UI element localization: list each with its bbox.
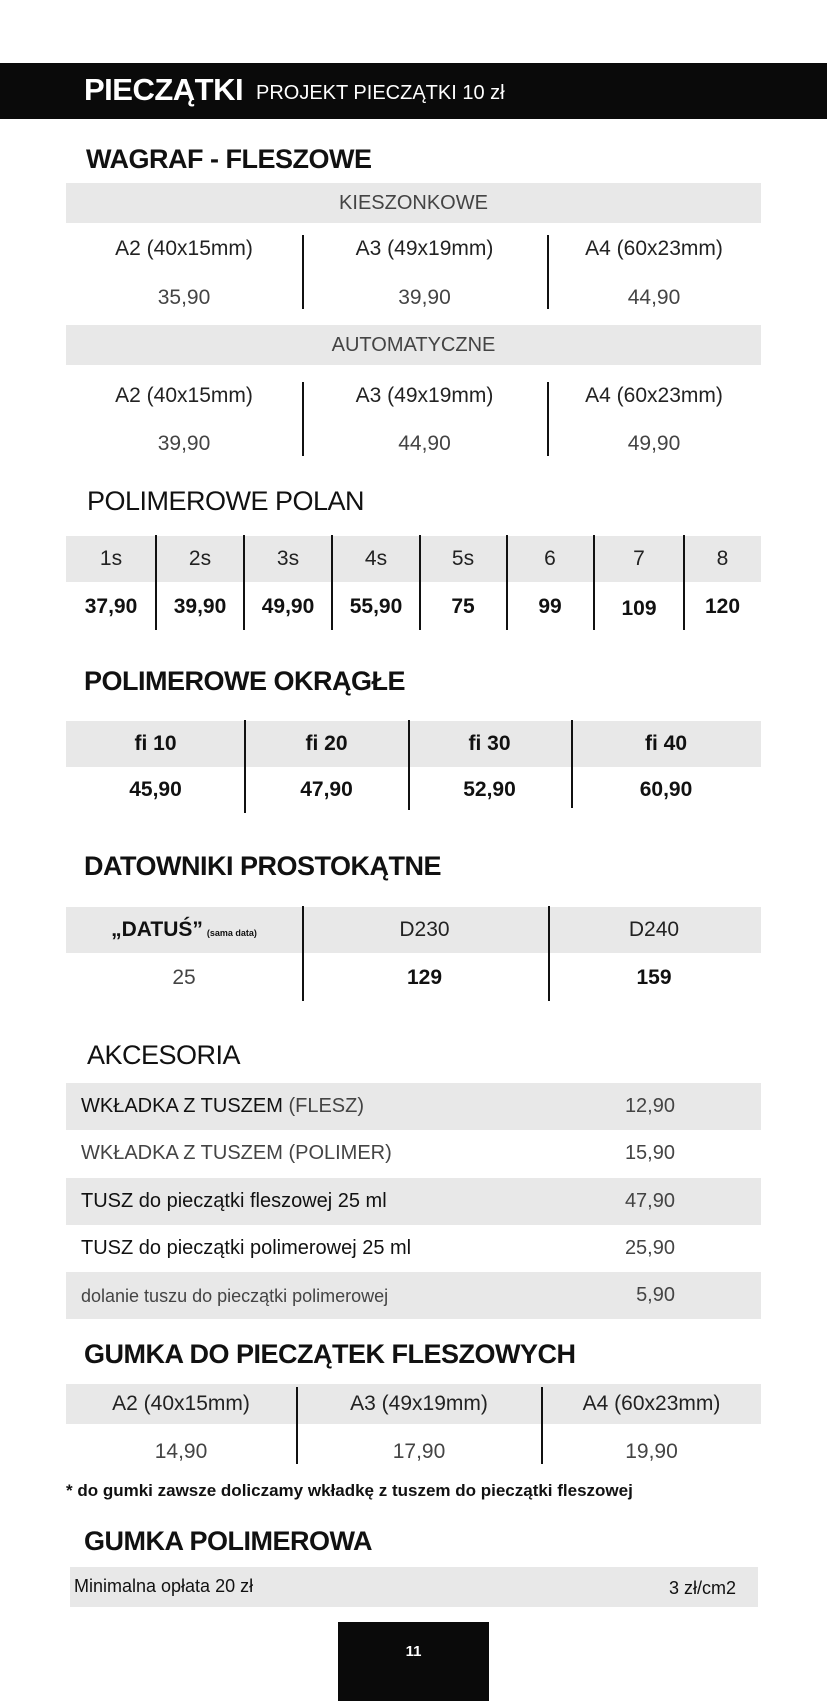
- acc-price: 12,90: [624, 1095, 675, 1117]
- wagraf-heading: WAGRAF - FLESZOWE: [86, 144, 372, 174]
- okragle-price-20: 47,90: [300, 778, 353, 801]
- polan-price-5s: 75: [451, 595, 475, 618]
- polan-size-6: 6: [544, 547, 556, 570]
- okragle-size-40: fi 40: [644, 732, 688, 755]
- datus-note: (sama data): [206, 928, 257, 938]
- kiesz-a2-price: 35,90: [157, 286, 211, 309]
- list-item: [66, 1272, 761, 1319]
- polan-size-5s: 5s: [451, 547, 475, 570]
- polan-size-2s: 2s: [188, 547, 212, 570]
- kiesz-a3-price: 39,90: [398, 286, 451, 309]
- polan-price-1s: 37,90: [84, 595, 138, 618]
- auto-a2-price: 39,90: [157, 432, 211, 455]
- divider: [547, 235, 549, 309]
- akcesoria-heading: AKCESORIA: [87, 1040, 241, 1070]
- polan-size-7: 7: [633, 547, 645, 570]
- kiesz-a4-label: A4 (60x23mm): [585, 237, 723, 260]
- acc-name: WKŁADKA Z TUSZEM (POLIMER): [81, 1142, 392, 1164]
- header-title: PIECZĄTKI: [84, 72, 244, 107]
- acc-price: 47,90: [624, 1190, 675, 1212]
- gumka-a2-price: 14,90: [154, 1440, 208, 1463]
- gumka-note: * do gumki zawsze doliczamy wkładkę z tuszem do pieczątki fleszowej: [66, 1481, 633, 1500]
- divider: [419, 535, 421, 630]
- acc-name: [81, 1095, 364, 1118]
- page-number: 11: [405, 1643, 422, 1660]
- divider: [331, 535, 333, 630]
- divider: [302, 382, 304, 456]
- divider: [593, 535, 595, 630]
- list-item: [66, 1178, 761, 1225]
- rate: 3 zł/cm2: [668, 1578, 736, 1598]
- kiesz-a2-label: A2 (40x15mm): [115, 237, 253, 260]
- gumka-a2-label: A2 (40x15mm): [112, 1392, 250, 1415]
- okragle-price-40: 60,90: [639, 778, 693, 801]
- automatyczne-band: [66, 325, 761, 365]
- polan-size-3s: 3s: [276, 547, 300, 570]
- automatyczne-label: AUTOMATYCZNE: [331, 334, 496, 356]
- gumka-a3-label: A3 (49x19mm): [350, 1392, 488, 1415]
- list-item: [66, 1083, 761, 1130]
- acc-name-main: WKŁADKA Z TUSZEM: [81, 1095, 283, 1117]
- gumka-polimer-band: [70, 1567, 758, 1607]
- d230-label: D230: [399, 918, 450, 941]
- acc-price: 5,90: [636, 1284, 675, 1306]
- d240-label: D240: [628, 918, 680, 941]
- auto-a3-price: 44,90: [398, 432, 451, 455]
- divider: [506, 535, 508, 630]
- kiesz-a4-price: 44,90: [627, 286, 681, 309]
- acc-name: TUSZ do pieczątki polimerowej 25 ml: [81, 1237, 412, 1259]
- okragle-size-30: fi 30: [468, 732, 511, 755]
- divider: [408, 720, 410, 810]
- polan-price-6: 99: [538, 595, 562, 618]
- divider: [302, 235, 304, 309]
- divider: [571, 720, 573, 808]
- acc-name: TUSZ do pieczątki fleszowej 25 ml: [81, 1190, 387, 1212]
- okragle-price-10: 45,90: [129, 778, 182, 801]
- polan-price-7: 109: [621, 597, 657, 620]
- datus-name: „DATUŚ”: [111, 918, 203, 941]
- divider: [302, 906, 304, 1001]
- auto-a2-label: A2 (40x15mm): [115, 384, 253, 407]
- acc-name: dolanie tuszu do pieczątki polimerowej: [81, 1286, 389, 1306]
- kiesz-a3-label: A3 (49x19mm): [355, 237, 494, 260]
- divider: [548, 906, 550, 1001]
- d230-price: 129: [406, 966, 443, 989]
- datowniki-heading: DATOWNIKI PROSTOKĄTNE: [84, 851, 442, 881]
- page-number-box: [338, 1622, 489, 1701]
- gumka-polimer-heading: GUMKA POLIMEROWA: [84, 1526, 372, 1556]
- gumka-a4-label: A4 (60x23mm): [582, 1392, 721, 1415]
- acc-price: 25,90: [624, 1237, 675, 1259]
- datus-price: 25: [172, 966, 196, 989]
- divider: [155, 535, 157, 630]
- kieszonkowe-label: KIESZONKOWE: [339, 192, 488, 214]
- auto-a4-label: A4 (60x23mm): [585, 384, 723, 407]
- polan-size-8: 8: [716, 547, 729, 570]
- polan-price-4s: 55,90: [349, 595, 403, 618]
- divider: [243, 535, 245, 630]
- polan-price-8: 120: [704, 595, 741, 618]
- divider: [541, 1387, 543, 1464]
- gumka-flesz-heading: GUMKA DO PIECZĄTEK FLESZOWYCH: [84, 1339, 576, 1369]
- acc-name-extra: (FLESZ): [288, 1095, 365, 1117]
- polan-size-1s: 1s: [99, 547, 123, 570]
- divider: [683, 535, 685, 630]
- datus-label: [66, 918, 302, 942]
- polan-price-3s: 49,90: [261, 595, 315, 618]
- min-fee: Minimalna opłata 20 zł: [74, 1576, 254, 1596]
- gumka-a4-price: 19,90: [625, 1440, 678, 1463]
- list-item: [66, 1130, 761, 1177]
- polan-size-4s: 4s: [364, 547, 388, 570]
- divider: [547, 382, 549, 456]
- divider: [244, 720, 246, 813]
- okragle-size-20: fi 20: [305, 732, 348, 755]
- divider: [296, 1387, 298, 1464]
- acc-price: 15,90: [624, 1142, 675, 1164]
- polan-heading: POLIMEROWE POLAN: [87, 486, 365, 516]
- okragle-price-30: 52,90: [463, 778, 516, 801]
- okragle-size-10: fi 10: [134, 732, 177, 755]
- page-header: [0, 63, 827, 119]
- auto-a4-price: 49,90: [627, 432, 681, 455]
- header-subtitle: PROJEKT PIECZĄTKI 10 zł: [256, 82, 505, 104]
- d240-price: 159: [636, 966, 672, 989]
- list-item: [66, 1225, 761, 1272]
- okragle-heading: POLIMEROWE OKRĄGŁE: [84, 666, 405, 696]
- kieszonkowe-band: [66, 183, 761, 223]
- gumka-a3-price: 17,90: [392, 1440, 446, 1463]
- auto-a3-label: A3 (49x19mm): [355, 384, 494, 407]
- polan-price-2s: 39,90: [173, 595, 227, 618]
